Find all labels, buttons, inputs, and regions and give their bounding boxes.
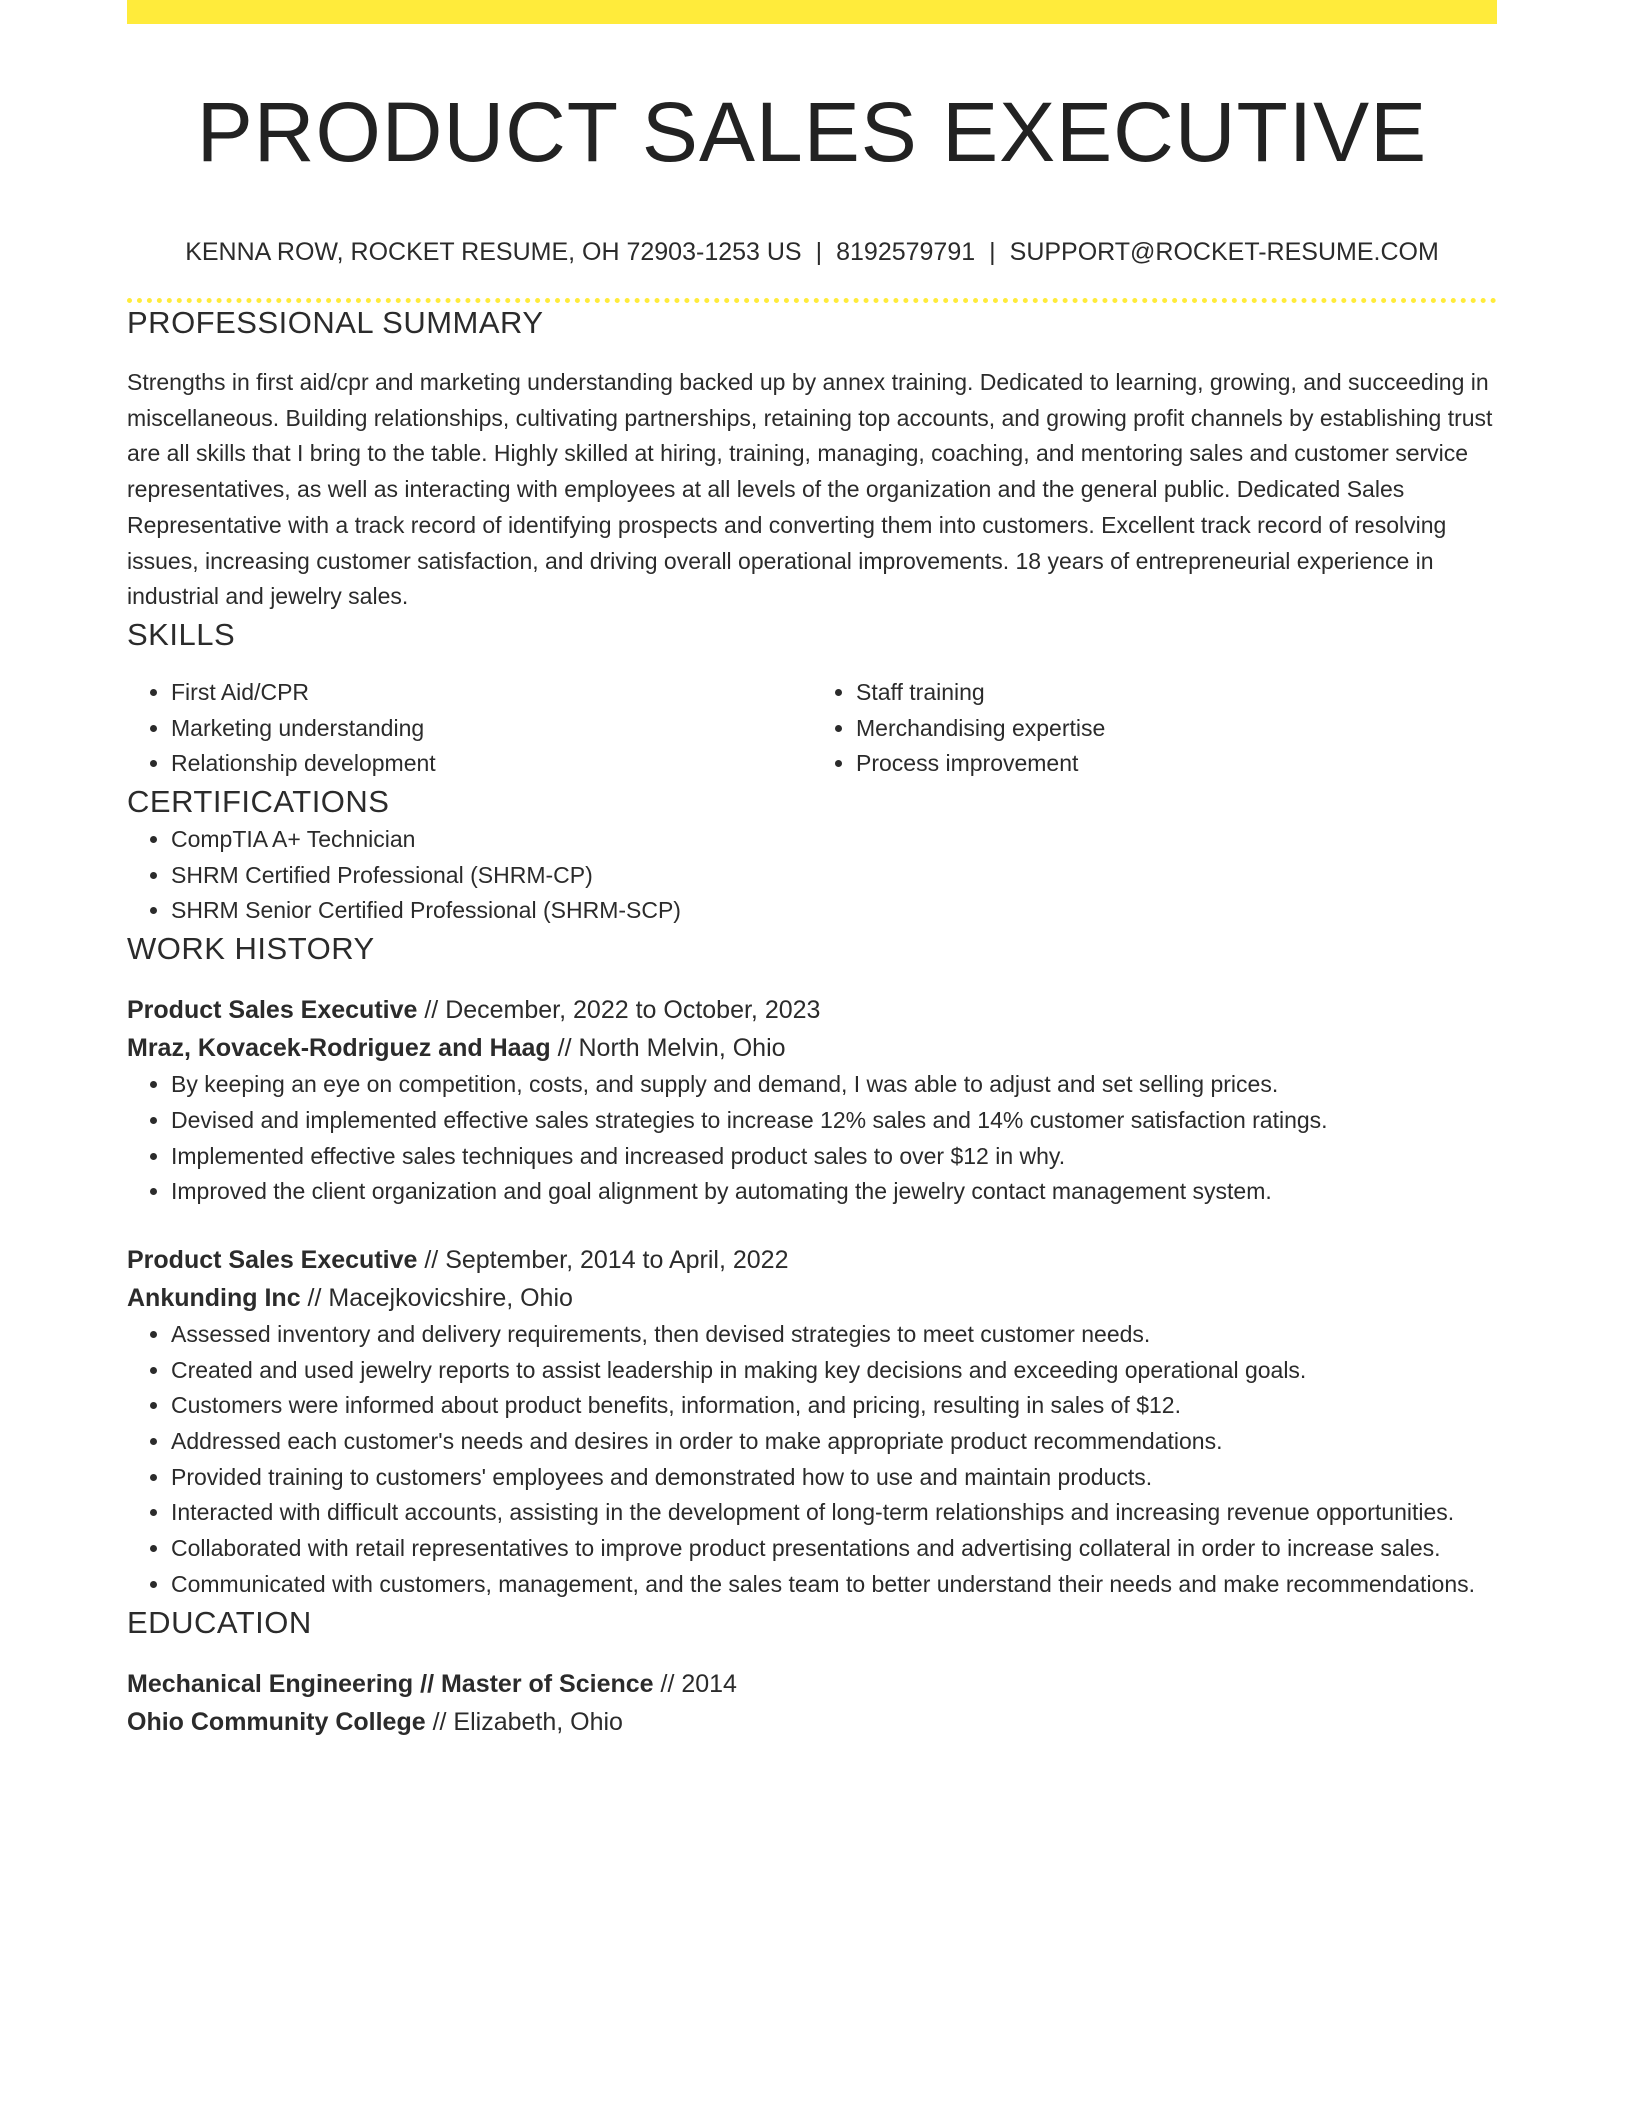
job-title-line xyxy=(127,991,1497,1029)
job-bullet: • Created and used jewelry reports to assist leadership in making key decisions and exceeding operational goals. xyxy=(171,1353,1497,1389)
education-degree-line xyxy=(127,1665,1497,1703)
education-school-line xyxy=(127,1703,1497,1741)
skill-item: • Marketing understanding xyxy=(171,711,812,747)
job-location: // North Melvin, Ohio xyxy=(550,1034,786,1063)
education-heading: EDUCATION xyxy=(127,1604,312,1640)
summary-text: Strengths in first aid/cpr and marketing understanding backed up by annex training. Dedicated to learning, growing, and succeeding in miscellaneous. Building relationships, cultivating partnerships, retaining top accounts, and growing profit channels by establishing trust are all skills that I bring to the table. Highly skilled at hiring, training, managing, coaching, and mentoring sales and customer service representatives, as well as interacting with employees at all levels of the organization and the general public. Dedicated Sales Representative with a track record of identifying prospects and converting them into customers. Excellent track record of resolving issues, increasing customer satisfaction, and driving overall operational improvements. 18 years of entrepreneurial experience in industrial and jewelry sales. xyxy=(127,369,1493,610)
job-bullet: • Improved the client organization and goal alignment by automating the jewelry contact management system. xyxy=(171,1174,1497,1210)
job-title: Product Sales Executive xyxy=(127,1245,418,1274)
job-bullet: • Interacted with difficult accounts, assisting in the development of long-term relationships and increasing revenue opportunities. xyxy=(171,1495,1497,1531)
contact-separator: | xyxy=(815,238,823,266)
contact-email: SUPPORT@ROCKET-RESUME.COM xyxy=(1009,238,1439,266)
certifications-list xyxy=(127,822,1497,929)
skills-columns xyxy=(127,675,1497,782)
skill-item: • Relationship development xyxy=(171,746,812,782)
job-title-line xyxy=(127,1241,1497,1279)
skills-list-right xyxy=(812,675,1497,782)
education-location: // Elizabeth, Ohio xyxy=(425,1707,623,1736)
resume-title: PRODUCT SALES EXECUTIVE xyxy=(196,85,1428,179)
job-bullet: • Assessed inventory and delivery requirements, then devised strategies to meet customer needs. xyxy=(171,1317,1497,1353)
skill-item: • Staff training xyxy=(856,675,1497,711)
job-company: Ankunding Inc xyxy=(127,1283,301,1312)
job-company-line xyxy=(127,1029,1497,1067)
skills-list-left xyxy=(127,675,812,782)
job-bullets xyxy=(127,1067,1497,1210)
job-bullet: • Provided training to customers' employees and demonstrated how to use and maintain products. xyxy=(171,1460,1497,1496)
accent-top-bar xyxy=(127,0,1497,24)
job-bullet: • Addressed each customer's needs and desires in order to make appropriate product recommendations. xyxy=(171,1424,1497,1460)
work-history-heading: WORK HISTORY xyxy=(127,931,375,967)
skill-item: • First Aid/CPR xyxy=(171,675,812,711)
job-dates: // September, 2014 to April, 2022 xyxy=(417,1245,789,1274)
job-company-line xyxy=(127,1279,1497,1317)
job-bullet: • By keeping an eye on competition, costs, and supply and demand, I was able to adjust and set selling prices. xyxy=(171,1067,1497,1103)
resume-page xyxy=(127,0,1497,1741)
summary-heading: PROFESSIONAL SUMMARY xyxy=(127,305,544,340)
job-location: // Macejkovicshire, Ohio xyxy=(300,1283,573,1312)
contact-phone: 8192579791 xyxy=(836,238,976,266)
job-bullet: • Collaborated with retail representatives to improve product presentations and advertising collateral in order to increase sales. xyxy=(171,1531,1497,1567)
job-company: Mraz, Kovacek-Rodriguez and Haag xyxy=(127,1034,551,1063)
certification-item: • SHRM Certified Professional (SHRM-CP) xyxy=(171,858,1497,894)
job-bullet: • Implemented effective sales techniques and increased product sales to over $12 in why. xyxy=(171,1139,1497,1175)
certification-item: • CompTIA A+ Technician xyxy=(171,822,1497,858)
education-school: Ohio Community College xyxy=(127,1707,426,1736)
certification-item: • SHRM Senior Certified Professional (SHRM-SCP) xyxy=(171,893,1497,929)
skill-item: • Process improvement xyxy=(856,746,1497,782)
skill-item: • Merchandising expertise xyxy=(856,711,1497,747)
job-bullet: • Customers were informed about product benefits, information, and pricing, resulting in sales of $12. xyxy=(171,1388,1497,1424)
contact-separator: | xyxy=(989,238,996,266)
job-bullets xyxy=(127,1317,1497,1603)
education-year: // 2014 xyxy=(653,1669,737,1698)
certifications-heading: CERTIFICATIONS xyxy=(127,784,390,820)
job-bullet: • Communicated with customers, management, and the sales team to better understand their needs and make recommendations. xyxy=(171,1567,1497,1603)
contact-address: KENNA ROW, ROCKET RESUME, OH 72903-1253 US xyxy=(185,238,802,266)
job-bullet: • Devised and implemented effective sales strategies to increase 12% sales and 14% customer satisfaction ratings. xyxy=(171,1103,1497,1139)
skills-heading: SKILLS xyxy=(127,616,236,652)
contact-line xyxy=(127,236,1497,268)
job-dates: // December, 2022 to October, 2023 xyxy=(417,996,821,1025)
education-degree: Mechanical Engineering // Master of Science xyxy=(127,1669,654,1698)
job-title: Product Sales Executive xyxy=(127,996,418,1025)
